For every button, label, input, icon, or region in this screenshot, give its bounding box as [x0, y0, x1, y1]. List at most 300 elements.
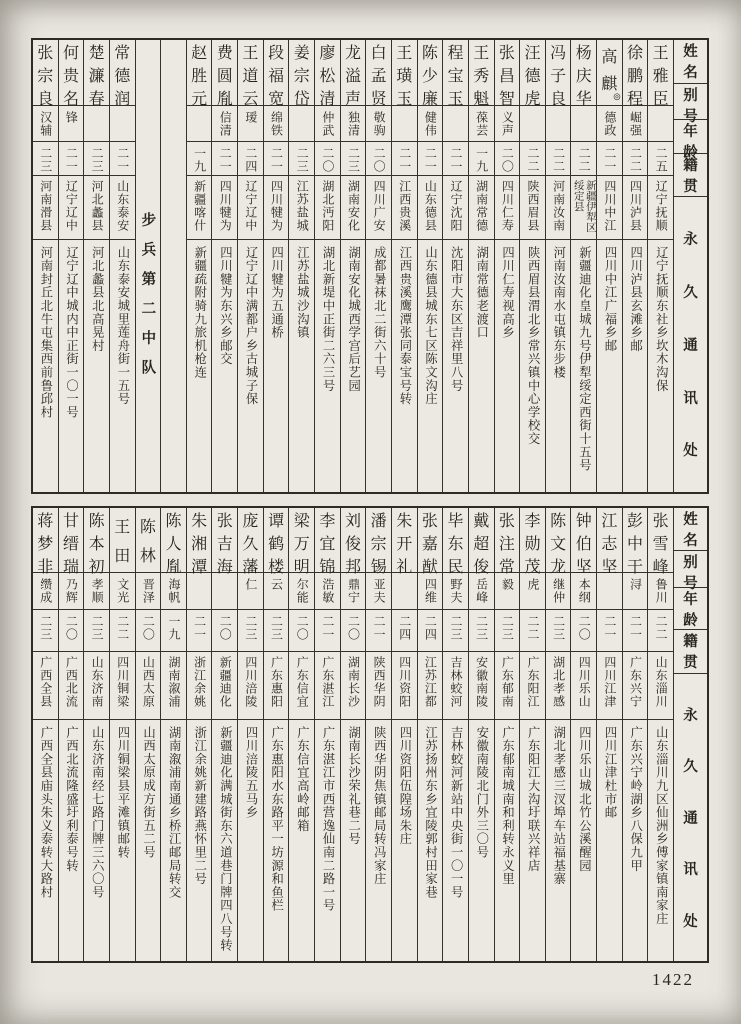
alias-cell: 乃辉 — [59, 573, 84, 610]
person-column — [545, 40, 571, 492]
address-cell: 四川江津杜市邮 — [603, 726, 618, 820]
alias-cell: 葆芸 — [469, 106, 494, 142]
address-cell: 安徽南陵北门外三〇号 — [474, 726, 489, 859]
address-cell: 山东泰安城里莲舟街一五号 — [115, 246, 130, 406]
origin-cell: 陕西眉县 — [520, 176, 545, 240]
age-cell: 二三 — [341, 142, 366, 176]
alias-cell: 继仲 — [546, 573, 571, 610]
origin-cell: 辽宁沈阳 — [443, 176, 468, 240]
person-column — [519, 40, 545, 492]
age-cell: 二三 — [546, 610, 571, 652]
origin-cell: 江苏盐城 — [289, 176, 314, 240]
person-column — [622, 40, 648, 492]
origin-cell: 四川犍为 — [264, 176, 289, 240]
origin-cell: 山东淄川 — [648, 652, 673, 720]
origin-cell: 四川仁寿 — [495, 176, 520, 240]
alias-cell: 鲁川 — [648, 573, 673, 610]
origin-cell: 浙江余姚 — [187, 652, 212, 720]
age-cell: 二一 — [110, 142, 135, 176]
person-column — [314, 40, 340, 492]
alias-cell: 云 — [264, 573, 289, 610]
name-cell: 徐 鹏 程 — [623, 40, 648, 106]
alias-cell: 信清 — [212, 106, 237, 142]
person-column — [442, 508, 468, 961]
address-cell: 江苏扬州东乡宜陵郭村田家巷 — [423, 726, 438, 899]
age-cell: 二一 — [212, 142, 237, 176]
age-cell: 二一 — [315, 610, 340, 652]
name-cell: 龙 溢 声 — [341, 40, 366, 106]
age-cell: 二三 — [84, 142, 109, 176]
origin-cell: 四川中江 — [597, 176, 622, 240]
age-cell: 二二 — [520, 142, 545, 176]
name-cell: 廖 松 清 — [315, 40, 340, 106]
age-cell: 二〇 — [315, 142, 340, 176]
person-column — [494, 508, 520, 961]
name-cell: 江 志 坚 — [597, 508, 622, 573]
name-cell: 张 注 常 — [495, 508, 520, 573]
name-cell: 楚 濂 春 — [84, 40, 109, 106]
person-column — [622, 508, 648, 961]
alias-cell: 鼎宁 — [341, 573, 366, 610]
alias-cell — [546, 106, 571, 142]
origin-cell: 广东湛江 — [315, 652, 340, 720]
spacer-column — [160, 40, 186, 492]
address-cell: 河南汝南水屯镇东步楼 — [551, 246, 566, 379]
alias-cell: 岳峰 — [469, 573, 494, 610]
origin-cell: 广东阳江 — [520, 652, 545, 720]
person-column — [596, 40, 622, 492]
name-cell: 陈 文 龙 — [546, 508, 571, 573]
header-name: 姓 名 — [674, 40, 707, 84]
address-cell: 成都暑袜北二街六十号 — [372, 246, 387, 379]
origin-cell: 广西北流 — [59, 652, 84, 720]
person-column — [570, 508, 596, 961]
alias-cell — [392, 573, 417, 610]
name-cell: 王 田 — [110, 508, 135, 573]
alias-cell — [289, 106, 314, 142]
person-column — [442, 40, 468, 492]
alias-cell: 浔 — [623, 573, 648, 610]
alias-cell — [212, 573, 237, 610]
origin-cell: 四川乐山 — [571, 652, 596, 720]
address-cell: 辽宁抚顺东社乡坎木沟保 — [654, 246, 669, 393]
alias-cell: 亚夫 — [366, 573, 391, 610]
age-cell: 二三 — [289, 142, 314, 176]
person-column — [237, 508, 263, 961]
header-column — [673, 508, 707, 961]
name-cell: 张 吉 海 — [212, 508, 237, 573]
person-column — [647, 40, 673, 492]
origin-cell: 湖北沔阳 — [315, 176, 340, 240]
address-cell: 沈阳市大东区吉祥里八号 — [449, 246, 464, 393]
name-cell: 朱 湘 潭 — [187, 508, 212, 573]
name-cell: 段 福 宽 — [264, 40, 289, 106]
address-cell: 陕西眉县渭北乡常兴镇中心学校交 — [526, 246, 541, 446]
address-cell: 湖南长沙荣礼巷二号 — [346, 726, 361, 846]
person-column — [186, 40, 212, 492]
age-cell: 二二 — [520, 610, 545, 652]
alias-cell: 虎 — [520, 573, 545, 610]
name-cell: 常 德 润 — [110, 40, 135, 106]
alias-cell — [571, 106, 596, 142]
origin-cell: 江苏江都 — [418, 652, 443, 720]
alias-cell: 汉辅 — [33, 106, 58, 142]
alias-cell: 瑷 — [238, 106, 263, 142]
person-column — [365, 508, 391, 961]
address-cell: 广东郁南城南和利转永义里 — [500, 726, 515, 886]
age-cell: 二三 — [495, 610, 520, 652]
name-cell: 张 宗 良 — [33, 40, 58, 106]
age-cell: 二四 — [392, 610, 417, 652]
person-column — [186, 508, 212, 961]
address-cell: 浙江余姚新建路燕怀里二号 — [192, 726, 207, 886]
person-column — [211, 40, 237, 492]
age-cell: 二〇 — [341, 610, 366, 652]
person-column — [58, 508, 84, 961]
alias-cell: 绵铁 — [264, 106, 289, 142]
origin-cell: 四川犍为 — [212, 176, 237, 240]
age-cell: 二三 — [469, 610, 494, 652]
address-cell: 湖南安化城西学宫后艺园 — [346, 246, 361, 393]
person-column — [340, 40, 366, 492]
age-cell: 二〇 — [59, 610, 84, 652]
age-cell: 二一 — [392, 142, 417, 176]
alias-cell: 仁 — [238, 573, 263, 610]
person-column — [570, 40, 596, 492]
person-column — [391, 40, 417, 492]
alias-cell: 义声 — [495, 106, 520, 142]
alias-cell: 文光 — [110, 573, 135, 610]
header-column — [673, 40, 707, 492]
origin-cell: 山东济南 — [84, 652, 109, 720]
person-column — [647, 508, 673, 961]
alias-cell: 锋 — [59, 106, 84, 142]
age-cell: 二一 — [187, 610, 212, 652]
person-column — [33, 40, 58, 492]
alias-cell: 仲武 — [315, 106, 340, 142]
alias-cell — [520, 106, 545, 142]
age-cell: 二一 — [366, 610, 391, 652]
name-cell: 梁 万 明 — [289, 508, 314, 573]
name-cell: 白 孟 贤 — [366, 40, 391, 106]
origin-cell: 广西全县 — [33, 652, 58, 720]
age-cell: 二〇 — [136, 610, 161, 652]
age-cell: 二四 — [238, 142, 263, 176]
origin-cell: 湖南长沙 — [341, 652, 366, 720]
age-cell: 二一 — [597, 610, 622, 652]
age-cell: 二一 — [59, 142, 84, 176]
origin-cell: 四川泸县 — [623, 176, 648, 240]
origin-cell: 陕西华阴 — [366, 652, 391, 720]
address-cell: 江西贵溪鹰潭张同泰宝号转 — [397, 246, 412, 406]
age-cell: 二〇 — [495, 142, 520, 176]
age-cell: 二四 — [418, 610, 443, 652]
origin-cell: 河南汝南 — [546, 176, 571, 240]
origin-cell: 新疆喀什 — [187, 176, 212, 240]
address-cell: 四川犍为五通桥 — [269, 246, 284, 340]
name-cell: 蒋 梦 非 — [33, 508, 58, 573]
age-cell: 二〇 — [366, 142, 391, 176]
age-cell: 二五 — [648, 142, 673, 176]
address-cell: 湖南溆浦南通乡桥江邮局转交 — [167, 726, 182, 899]
person-column — [519, 508, 545, 961]
person-column — [33, 508, 58, 961]
age-cell: 一九 — [187, 142, 212, 176]
person-column — [596, 508, 622, 961]
person-column — [58, 40, 84, 492]
origin-cell: 河北蠡县 — [84, 176, 109, 240]
header-address: 永 久 通 讯 处 — [683, 707, 698, 930]
alias-cell — [84, 106, 109, 142]
address-cell: 四川仁寿视高乡 — [500, 246, 515, 340]
unit-divider-column — [135, 40, 161, 492]
origin-cell: 山东德县 — [418, 176, 443, 240]
age-cell: 二三 — [264, 610, 289, 652]
name-cell: 戴 超 俊 — [469, 508, 494, 573]
address-cell: 河北蠡县北高晃村 — [90, 246, 105, 353]
alias-cell — [597, 573, 622, 610]
alias-cell: 崛强 — [623, 106, 648, 142]
alias-cell: 独清 — [341, 106, 366, 142]
origin-cell: 广东惠阳 — [264, 652, 289, 720]
address-cell: 山东济南经七路门牌三六〇号 — [90, 726, 105, 899]
address-cell: 广东惠阳水东路平一坊源和鱼栏 — [269, 726, 284, 913]
address-cell: 新疆疏附骑九旅机枪连 — [192, 246, 207, 379]
name-cell: 李 宜 锦 — [315, 508, 340, 573]
name-cell: 刘 俊 邦 — [341, 508, 366, 573]
origin-cell: 辽宁辽中 — [238, 176, 263, 240]
age-cell: 二三 — [33, 610, 58, 652]
address-cell: 广西北流隆盛圩利泰号转 — [64, 726, 79, 873]
person-column — [468, 40, 494, 492]
alias-cell — [187, 106, 212, 142]
name-cell: 陈 人 胤 — [161, 508, 186, 573]
name-cell: 庞 久 藩 — [238, 508, 263, 573]
header-origin: 籍 贯 — [674, 154, 707, 197]
origin-cell: 辽宁抚顺 — [648, 176, 673, 240]
unit-label: 步兵第二中队 — [139, 212, 156, 389]
alias-cell — [187, 573, 212, 610]
address-cell: 四川中江广福乡邮 — [603, 246, 618, 353]
name-cell: 程 宝 玉 — [443, 40, 468, 106]
origin-cell: 湖南常德 — [469, 176, 494, 240]
name-cell: 高 麒 ◎ — [597, 40, 622, 106]
person-column — [288, 40, 314, 492]
alias-cell: 海帆 — [161, 573, 186, 610]
name-cell: 王 道 云 — [238, 40, 263, 106]
origin-cell: 四川铜梁 — [110, 652, 135, 720]
origin-cell: 河南滑县 — [33, 176, 58, 240]
alias-cell: 德政 — [597, 106, 622, 142]
alias-cell: 晋泽 — [136, 573, 161, 610]
person-column — [468, 508, 494, 961]
age-cell: 一九 — [161, 610, 186, 652]
address-cell: 广东阳江大沟圩联兴祥店 — [526, 726, 541, 873]
alias-cell: 四维 — [418, 573, 443, 610]
address-cell: 陕西华阴焦镇邮局转冯家庄 — [372, 726, 387, 886]
age-cell: 二二 — [571, 142, 596, 176]
name-cell: 汪 德 虎 — [520, 40, 545, 106]
roster-table-top — [31, 38, 709, 494]
address-cell: 广西全县庙头朱义泰转大路村 — [38, 726, 53, 899]
address-cell: 四川泸县玄滩乡邮 — [628, 246, 643, 353]
origin-cell: 四川江津 — [597, 652, 622, 720]
origin-cell: 广东兴宁 — [623, 652, 648, 720]
age-cell: 二三 — [33, 142, 58, 176]
age-cell: 二三 — [84, 610, 109, 652]
name-cell: 王 秀 魁 — [469, 40, 494, 106]
person-column — [83, 508, 109, 961]
origin-cell: 江西贵溪 — [392, 176, 417, 240]
address-cell: 四川乐山城北竹公溪醒园 — [577, 726, 592, 873]
name-cell: 朱 开 礼 — [392, 508, 417, 573]
roster-table-bottom — [31, 506, 709, 963]
name-cell: 陈 本 初 — [84, 508, 109, 573]
name-footnote-mark: ◎ — [613, 91, 621, 102]
origin-cell: 山东泰安 — [110, 176, 135, 240]
alias-cell: 尔能 — [289, 573, 314, 610]
person-column — [263, 508, 289, 961]
alias-cell — [392, 106, 417, 142]
header-age: 年 龄 — [674, 588, 707, 630]
origin-cell: 四川资阳 — [392, 652, 417, 720]
header-alias: 别 号 — [674, 551, 707, 588]
name-cell: 彭 中 干 — [623, 508, 648, 573]
address-cell: 山西太原成方街五二号 — [141, 726, 156, 859]
name-cell: 冯 子 良 — [546, 40, 571, 106]
person-column — [391, 508, 417, 961]
name-cell: 陈 少 廉 — [418, 40, 443, 106]
address-cell: 广东兴宁岭湖乡八保九甲 — [628, 726, 643, 873]
age-cell: 二二 — [546, 142, 571, 176]
person-column — [494, 40, 520, 492]
age-cell: 二三 — [443, 610, 468, 652]
name-cell: 毕 东 民 — [443, 508, 468, 573]
alias-cell — [648, 106, 673, 142]
address-cell: 四川铜梁县平滩镇邮转 — [115, 726, 130, 859]
header-age: 年 龄 — [674, 120, 707, 154]
name-cell: 张 昌 智 — [495, 40, 520, 106]
person-column — [237, 40, 263, 492]
person-column — [417, 40, 443, 492]
alias-cell: 浩敏 — [315, 573, 340, 610]
age-cell: 二〇 — [212, 610, 237, 652]
header-origin: 籍 贯 — [674, 630, 707, 674]
origin-cell: 湖北孝感 — [546, 652, 571, 720]
name-cell: 李 勋 茂 — [520, 508, 545, 573]
address-cell: 湖北孝感三汊埠车站福基寨 — [551, 726, 566, 886]
origin-cell: 湖南安化 — [341, 176, 366, 240]
name-cell: 张 雪 峰 — [648, 508, 673, 573]
alias-cell: 本纲 — [571, 573, 596, 610]
person-column — [314, 508, 340, 961]
origin-cell: 山西太原 — [136, 652, 161, 720]
person-column — [417, 508, 443, 961]
person-column — [365, 40, 391, 492]
person-column — [545, 508, 571, 961]
age-cell: 二一 — [623, 610, 648, 652]
age-cell: 二三 — [238, 610, 263, 652]
name-cell: 陈 林 — [136, 508, 161, 573]
name-cell: 王 璜 玉 — [392, 40, 417, 106]
age-cell: 二一 — [264, 142, 289, 176]
origin-cell: 湖南溆浦 — [161, 652, 186, 720]
alias-cell: 敬驹 — [366, 106, 391, 142]
name-cell: 姜 宗 岱 — [289, 40, 314, 106]
address-cell: 山东德县城东七区陈文沟庄 — [423, 246, 438, 406]
name-cell: 费 圆 胤 — [212, 40, 237, 106]
address-cell: 四川资阳伍隍场朱庄 — [397, 726, 412, 846]
name-cell: 杨 庆 华 — [571, 40, 596, 106]
person-column — [211, 508, 237, 961]
header-address: 永 久 通 讯 处 — [683, 232, 698, 460]
alias-cell: 毅 — [495, 573, 520, 610]
age-cell: 二一 — [418, 142, 443, 176]
header-name: 姓 名 — [674, 508, 707, 551]
person-column — [340, 508, 366, 961]
name-cell: 赵 胜 元 — [187, 40, 212, 106]
address-cell: 广东信宜高岭邮箱 — [295, 726, 310, 833]
origin-cell: 新疆迪化 — [212, 652, 237, 720]
age-cell: 二〇 — [571, 610, 596, 652]
age-cell: 二二 — [623, 142, 648, 176]
age-cell: 二二 — [648, 610, 673, 652]
person-column — [109, 508, 135, 961]
age-cell: 二〇 — [289, 610, 314, 652]
origin-cell: 新疆伊犁区绥定县 — [571, 176, 596, 240]
page-number: 1422 — [652, 970, 694, 989]
address-cell: 四川涪陵五马乡 — [244, 726, 259, 820]
person-column — [109, 40, 135, 492]
address-cell: 广东湛江市西营逸仙南二路一号 — [320, 726, 335, 913]
origin-cell: 安徽南陵 — [469, 652, 494, 720]
address-cell: 辽宁辽中城内中正街一〇一号 — [64, 246, 79, 419]
name-cell: 何 贵 名 — [59, 40, 84, 106]
address-cell: 辽宁辽中满都户乡古城子保 — [244, 246, 259, 406]
alias-cell: 缵成 — [33, 573, 58, 610]
origin-cell: 四川广安 — [366, 176, 391, 240]
address-cell: 河南封丘北牛屯集西前鲁邱村 — [38, 246, 53, 419]
name-cell: 潘 宗 锡 — [366, 508, 391, 573]
alias-cell: 健伟 — [418, 106, 443, 142]
person-column — [135, 508, 161, 961]
alias-cell — [110, 106, 135, 142]
person-column — [263, 40, 289, 492]
age-cell: 二二 — [110, 610, 135, 652]
alias-cell: 野夫 — [443, 573, 468, 610]
origin-cell: 广东信宜 — [289, 652, 314, 720]
address-cell: 湖南常德老渡口 — [474, 246, 489, 340]
name-cell: 谭 鹤 楼 — [264, 508, 289, 573]
address-cell: 新疆迪化满城街东六道巷门牌四八号转 — [218, 726, 233, 953]
address-cell: 山东淄川九区仙洲乡傅家镇南家庄 — [654, 726, 669, 926]
name-cell: 钟 伯 坚 — [571, 508, 596, 573]
address-cell: 吉林蛟河新站中央街一〇一号 — [449, 726, 464, 899]
address-cell: 新疆迪化皇城九号伊犁绥定西街十五号 — [577, 246, 592, 473]
person-column — [160, 508, 186, 961]
header-alias: 别 号 — [674, 84, 707, 120]
address-cell: 四川犍为东兴乡邮交 — [218, 246, 233, 366]
age-cell: 一九 — [469, 142, 494, 176]
person-column — [288, 508, 314, 961]
name-cell: 王 雅 臣 — [648, 40, 673, 106]
origin-cell: 广东郁南 — [495, 652, 520, 720]
origin-cell: 辽宁辽中 — [59, 176, 84, 240]
alias-cell — [443, 106, 468, 142]
name-cell: 张 嘉 猷 — [418, 508, 443, 573]
address-cell: 湖北新堤中正街二六三号 — [320, 246, 335, 393]
age-cell: 二一 — [443, 142, 468, 176]
